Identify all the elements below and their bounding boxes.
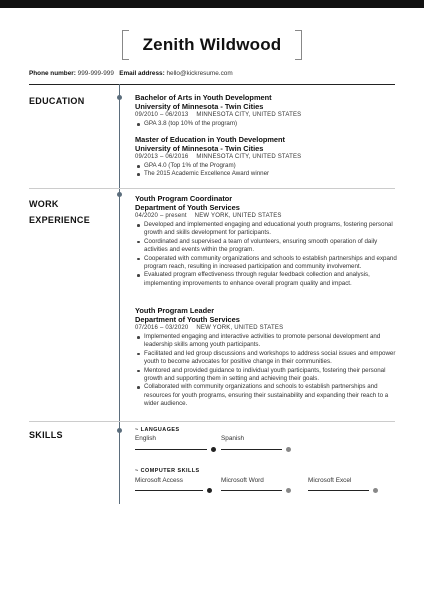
candidate-name: Zenith Wildwood xyxy=(142,35,282,54)
section-title-education: EDUCATION xyxy=(29,96,85,106)
section-divider xyxy=(29,421,395,422)
email-label: Email address: xyxy=(119,70,165,77)
role: Youth Program Coordinator xyxy=(135,194,233,203)
bullet-list xyxy=(135,162,397,179)
location: MINNESOTA CITY, UNITED STATES xyxy=(196,154,302,160)
skill-computer-3: Microsoft Excel xyxy=(308,477,352,484)
school: University of Minnesota - Twin Cities xyxy=(135,102,264,111)
timeline-dot-skills xyxy=(117,428,122,433)
location: NEW YORK, UNITED STATES xyxy=(194,213,282,219)
bullet: Evaluated program effectiveness through regular feedback collection and analysis, implementing improvements to enhance overall program quality and impact. xyxy=(135,271,397,288)
level-knob xyxy=(286,488,291,493)
dates: 09/2013 – 06/2016 xyxy=(135,154,189,160)
section-title-work: WORK xyxy=(29,199,59,209)
skill-level-bar xyxy=(308,490,369,491)
bullet-list xyxy=(135,120,397,128)
entry-meta xyxy=(135,212,397,221)
bullet: GPA 4.0 (Top 1% of the Program) xyxy=(135,162,397,170)
bullet: Cooperated with community organizations and schools to establish partnerships and expand program reach, resulting in increased participation and community involvement. xyxy=(135,255,397,272)
timeline-dot-experience xyxy=(117,192,122,197)
bullet: Mentored and provided guidance to individual youth participants, fostering their personal growth and supporting them in setting and achieving their goals. xyxy=(135,367,397,384)
bullet-list xyxy=(135,221,397,288)
level-knob xyxy=(373,488,378,493)
top-bar xyxy=(0,0,424,8)
skill-level-bar xyxy=(221,490,282,491)
education-entry-1 xyxy=(135,93,397,128)
school: University of Minnesota - Twin Cities xyxy=(135,144,264,153)
computer-skills-heading: ~ COMPUTER SKILLS xyxy=(135,468,200,474)
level-knob xyxy=(207,488,212,493)
location: NEW YORK, UNITED STATES xyxy=(196,325,284,331)
skill-language-1: English xyxy=(135,435,156,442)
timeline-line xyxy=(119,84,120,504)
bullet-list xyxy=(135,333,397,409)
degree: Master of Education in Youth Development xyxy=(135,135,286,144)
phone-value: 999-999-999 xyxy=(77,70,114,77)
role: Youth Program Leader xyxy=(135,306,215,315)
contact-line xyxy=(29,70,233,77)
entry-meta xyxy=(135,324,397,333)
bullet: Developed and implemented engaging and educational youth programs, fostering personal growth and skills development for participants. xyxy=(135,221,397,238)
dates: 07/2016 – 03/2020 xyxy=(135,325,189,331)
organization: Department of Youth Services xyxy=(135,203,240,212)
bullet: GPA 3.8 (top 10% of the program) xyxy=(135,120,397,128)
header-divider xyxy=(29,84,395,85)
level-knob xyxy=(286,447,291,452)
section-divider xyxy=(29,188,395,189)
bullet: Implemented engaging and interactive activities to promote personal development and leadership skills among youth participants. xyxy=(135,333,397,350)
dates: 04/2020 – present xyxy=(135,213,187,219)
name-frame xyxy=(122,30,302,60)
skill-level-bar xyxy=(135,490,203,491)
languages-heading: ~ LANGUAGES xyxy=(135,427,180,433)
skill-language-2: Spanish xyxy=(221,435,245,442)
location: MINNESOTA CITY, UNITED STATES xyxy=(196,112,302,118)
bullet: Collaborated with community organizations and schools to establish partnerships and resources for youth programs, ensuring their sustainability and expanding their reach to a wider audience. xyxy=(135,383,397,408)
dates: 09/2010 – 06/2013 xyxy=(135,112,189,118)
entry-meta xyxy=(135,111,397,120)
organization: Department of Youth Services xyxy=(135,315,240,324)
bullet: The 2015 Academic Excellence Award winner xyxy=(135,170,397,178)
entry-meta xyxy=(135,153,397,162)
level-knob xyxy=(211,447,216,452)
section-title-skills: SKILLS xyxy=(29,430,63,440)
timeline-dot-education xyxy=(117,95,122,100)
email-value: hello@kickresume.com xyxy=(166,70,233,77)
education-entry-2 xyxy=(135,135,397,179)
phone-label: Phone number: xyxy=(29,70,76,77)
bullet: Facilitated and led group discussions and workshops to address social issues and empower youth to become advocates for positive change in their communities. xyxy=(135,350,397,367)
experience-entry-1 xyxy=(135,194,397,288)
skill-computer-1: Microsoft Access xyxy=(135,477,183,484)
degree: Bachelor of Arts in Youth Development xyxy=(135,93,272,102)
skill-level-bar xyxy=(135,449,207,450)
skill-computer-2: Microsoft Word xyxy=(221,477,264,484)
experience-entry-2 xyxy=(135,306,397,409)
skill-level-bar xyxy=(221,449,282,450)
section-title-experience: EXPERIENCE xyxy=(29,215,91,225)
bullet: Coordinated and supervised a team of volunteers, ensuring smooth operation of daily activities and events within the program. xyxy=(135,238,397,255)
